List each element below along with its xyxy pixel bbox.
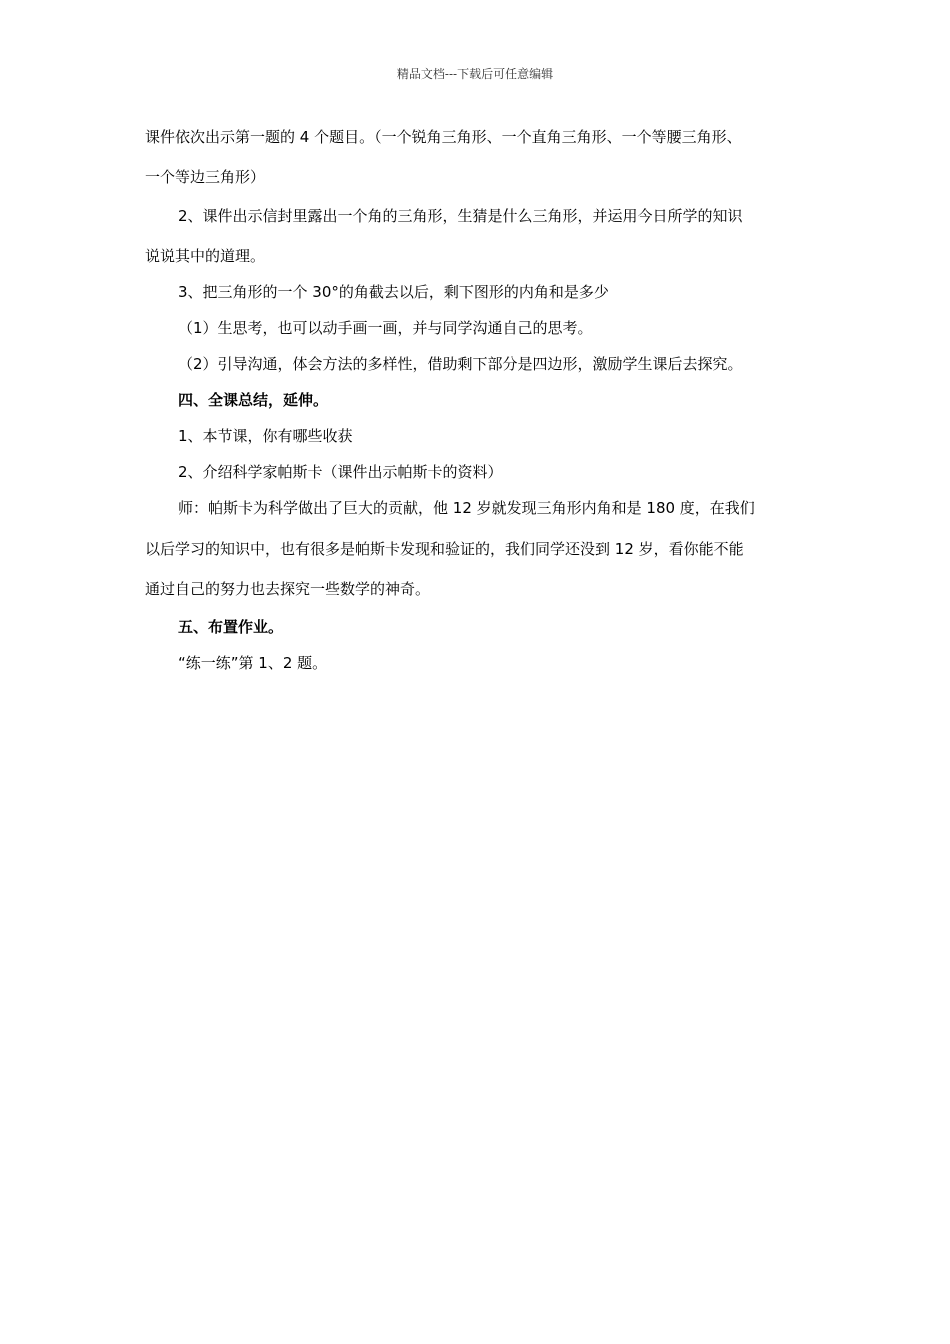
paragraph-line: 说说其中的道理。 bbox=[145, 247, 266, 265]
paragraph-line: 一个等边三角形） bbox=[145, 168, 266, 186]
paragraph-line: 师：帕斯卡为科学做出了巨大的贡献，他 12 岁就发现三角形内角和是 180 度，在我们 bbox=[178, 499, 755, 517]
paragraph-line: 课件依次出示第一题的 4 个题目。（一个锐角三角形、一个直角三角形、一个等腰三角形、 bbox=[145, 128, 742, 146]
paragraph-line: 1、本节课，你有哪些收获 bbox=[178, 427, 353, 445]
section-heading: 四、全课总结，延伸。 bbox=[178, 391, 329, 409]
page-header: 精品文档---下载后可任意编辑 bbox=[396, 67, 554, 81]
paragraph-line: 通过自己的努力也去探究一些数学的神奇。 bbox=[145, 580, 431, 598]
section-heading: 五、布置作业。 bbox=[178, 618, 284, 636]
paragraph-line: “练一练”第 1、2 题。 bbox=[178, 654, 328, 672]
paragraph-line: （1）生思考，也可以动手画一画，并与同学沟通自己的思考。 bbox=[178, 319, 593, 337]
paragraph-line: 以后学习的知识中，也有很多是帕斯卡发现和验证的，我们同学还没到 12 岁，看你能不能 bbox=[145, 540, 744, 558]
paragraph-line: 3、把三角形的一个 30°的角截去以后，剩下图形的内角和是多少 bbox=[178, 283, 609, 301]
paragraph-line: 2、课件出示信封里露出一个角的三角形，生猜是什么三角形，并运用今日所学的知识 bbox=[178, 207, 743, 225]
paragraph-line: （2）引导沟通，体会方法的多样性，借助剩下部分是四边形，激励学生课后去探究。 bbox=[178, 355, 743, 373]
paragraph-line: 2、介绍科学家帕斯卡（课件出示帕斯卡的资料） bbox=[178, 463, 503, 481]
